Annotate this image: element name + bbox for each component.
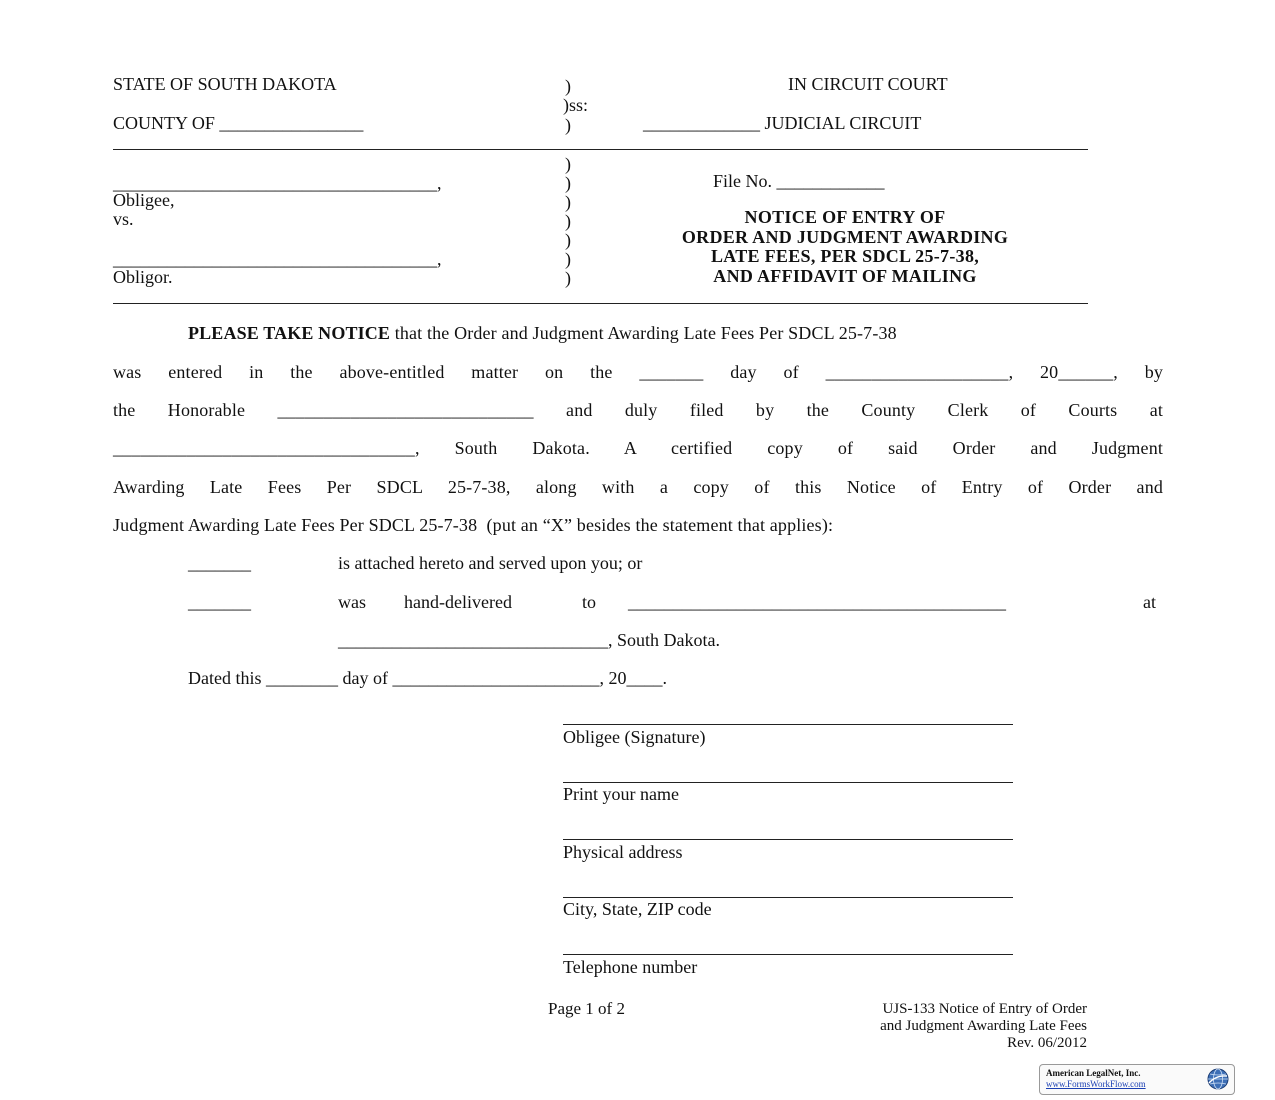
form-id-line-2: and Judgment Awarding Late Fees xyxy=(880,1018,1087,1034)
address-line xyxy=(563,839,1013,840)
option-2-to: to xyxy=(582,592,597,612)
page-number: Page 1 of 2 xyxy=(548,999,625,1018)
notice-line-5: Awarding Late Fees Per SDCL 25-7-38, along with a copy of this Notice of Entry of Order and xyxy=(113,477,1163,497)
option-1-text: is attached hereto and served upon you; or xyxy=(338,553,643,573)
telephone-line xyxy=(563,954,1013,955)
notice-line-2: was entered in the above-entitled matter on the _______ day of ____________________, 20______, by xyxy=(113,362,1163,382)
obligee-line: ____________________________________, xyxy=(113,173,442,193)
caption-paren: ) xyxy=(565,192,571,212)
option-2-blank[interactable]: _______ xyxy=(188,592,251,612)
option-2-at: at xyxy=(1143,592,1156,612)
notice-first-line-text: that the Order and Judgment Awarding Late Fees Per SDCL 25-7-38 xyxy=(390,323,897,343)
state-label: STATE OF SOUTH DAKOTA xyxy=(113,74,337,94)
judicial-circuit-label: _____________ JUDICIAL CIRCUIT xyxy=(643,113,922,133)
caption-paren: ) xyxy=(565,76,571,96)
court-label: IN CIRCUIT COURT xyxy=(788,74,948,94)
caption-paren: ) xyxy=(565,211,571,231)
county-label: COUNTY OF ________________ xyxy=(113,113,364,133)
option-1-blank[interactable]: _______ xyxy=(188,553,251,573)
form-revision: Rev. 06/2012 xyxy=(1007,1035,1087,1051)
document-title-line-3: LATE FEES, PER SDCL 25-7-38, xyxy=(710,246,980,266)
caption-rule-bottom xyxy=(113,303,1088,304)
notice-line-6: Judgment Awarding Late Fees Per SDCL 25-7-38 (put an “X” besides the statement that applies): xyxy=(113,515,834,535)
caption-paren: ) xyxy=(565,230,571,250)
document-title-line-2: ORDER AND JUDGMENT AWARDING xyxy=(681,227,1009,247)
signature-line xyxy=(563,724,1013,725)
city-state-zip-label: City, State, ZIP code xyxy=(563,899,712,919)
legalnet-badge[interactable] xyxy=(1039,1064,1235,1095)
print-name-label: Print your name xyxy=(563,784,679,804)
caption-paren: ) xyxy=(565,268,571,288)
please-take-notice: PLEASE TAKE NOTICE xyxy=(188,323,391,343)
physical-address-label: Physical address xyxy=(563,842,683,862)
caption-paren: ) xyxy=(565,173,571,193)
document-title-line-1: NOTICE OF ENTRY OF xyxy=(744,207,946,227)
notice-line-4: _________________________________, South Dakota. A certified copy of said Order and Judgment xyxy=(113,438,1163,458)
badge-company-name: American LegalNet, Inc. xyxy=(1046,1068,1141,1078)
obligor-line: ____________________________________, xyxy=(113,249,442,269)
vs-label: vs. xyxy=(113,209,134,229)
notice-first-line xyxy=(188,323,897,343)
notice-line-3: the Honorable ____________________________ and duly filed by the County Clerk of Courts at xyxy=(113,400,1163,420)
city-line xyxy=(563,897,1013,898)
option-2-hand-delivered: hand-delivered xyxy=(404,592,512,612)
option-2-recipient-line: __________________________________________ xyxy=(628,592,1006,612)
caption-paren: ) xyxy=(565,115,571,135)
ss-label: )ss: xyxy=(563,95,589,115)
obligee-signature-label: Obligee (Signature) xyxy=(563,727,706,747)
telephone-label: Telephone number xyxy=(563,957,698,977)
dated-line: Dated this ________ day of _______________________, 20____. xyxy=(188,668,667,688)
form-id-line-1: UJS-133 Notice of Entry of Order xyxy=(882,1001,1087,1017)
obligor-label: Obligor. xyxy=(113,267,173,287)
obligee-label: Obligee, xyxy=(113,190,175,210)
badge-url-link[interactable]: www.FormsWorkFlow.com xyxy=(1046,1079,1146,1089)
caption-paren: ) xyxy=(565,249,571,269)
document-title-line-4: AND AFFIDAVIT OF MAILING xyxy=(713,266,977,286)
option-2-city: ______________________________, South Dakota. xyxy=(338,630,720,650)
print-name-line xyxy=(563,782,1013,783)
caption-rule-top xyxy=(113,149,1088,150)
globe-icon xyxy=(1206,1067,1230,1091)
caption-paren: ) xyxy=(565,154,571,174)
option-2-was: was xyxy=(338,592,366,612)
file-number: File No. ____________ xyxy=(713,171,885,191)
